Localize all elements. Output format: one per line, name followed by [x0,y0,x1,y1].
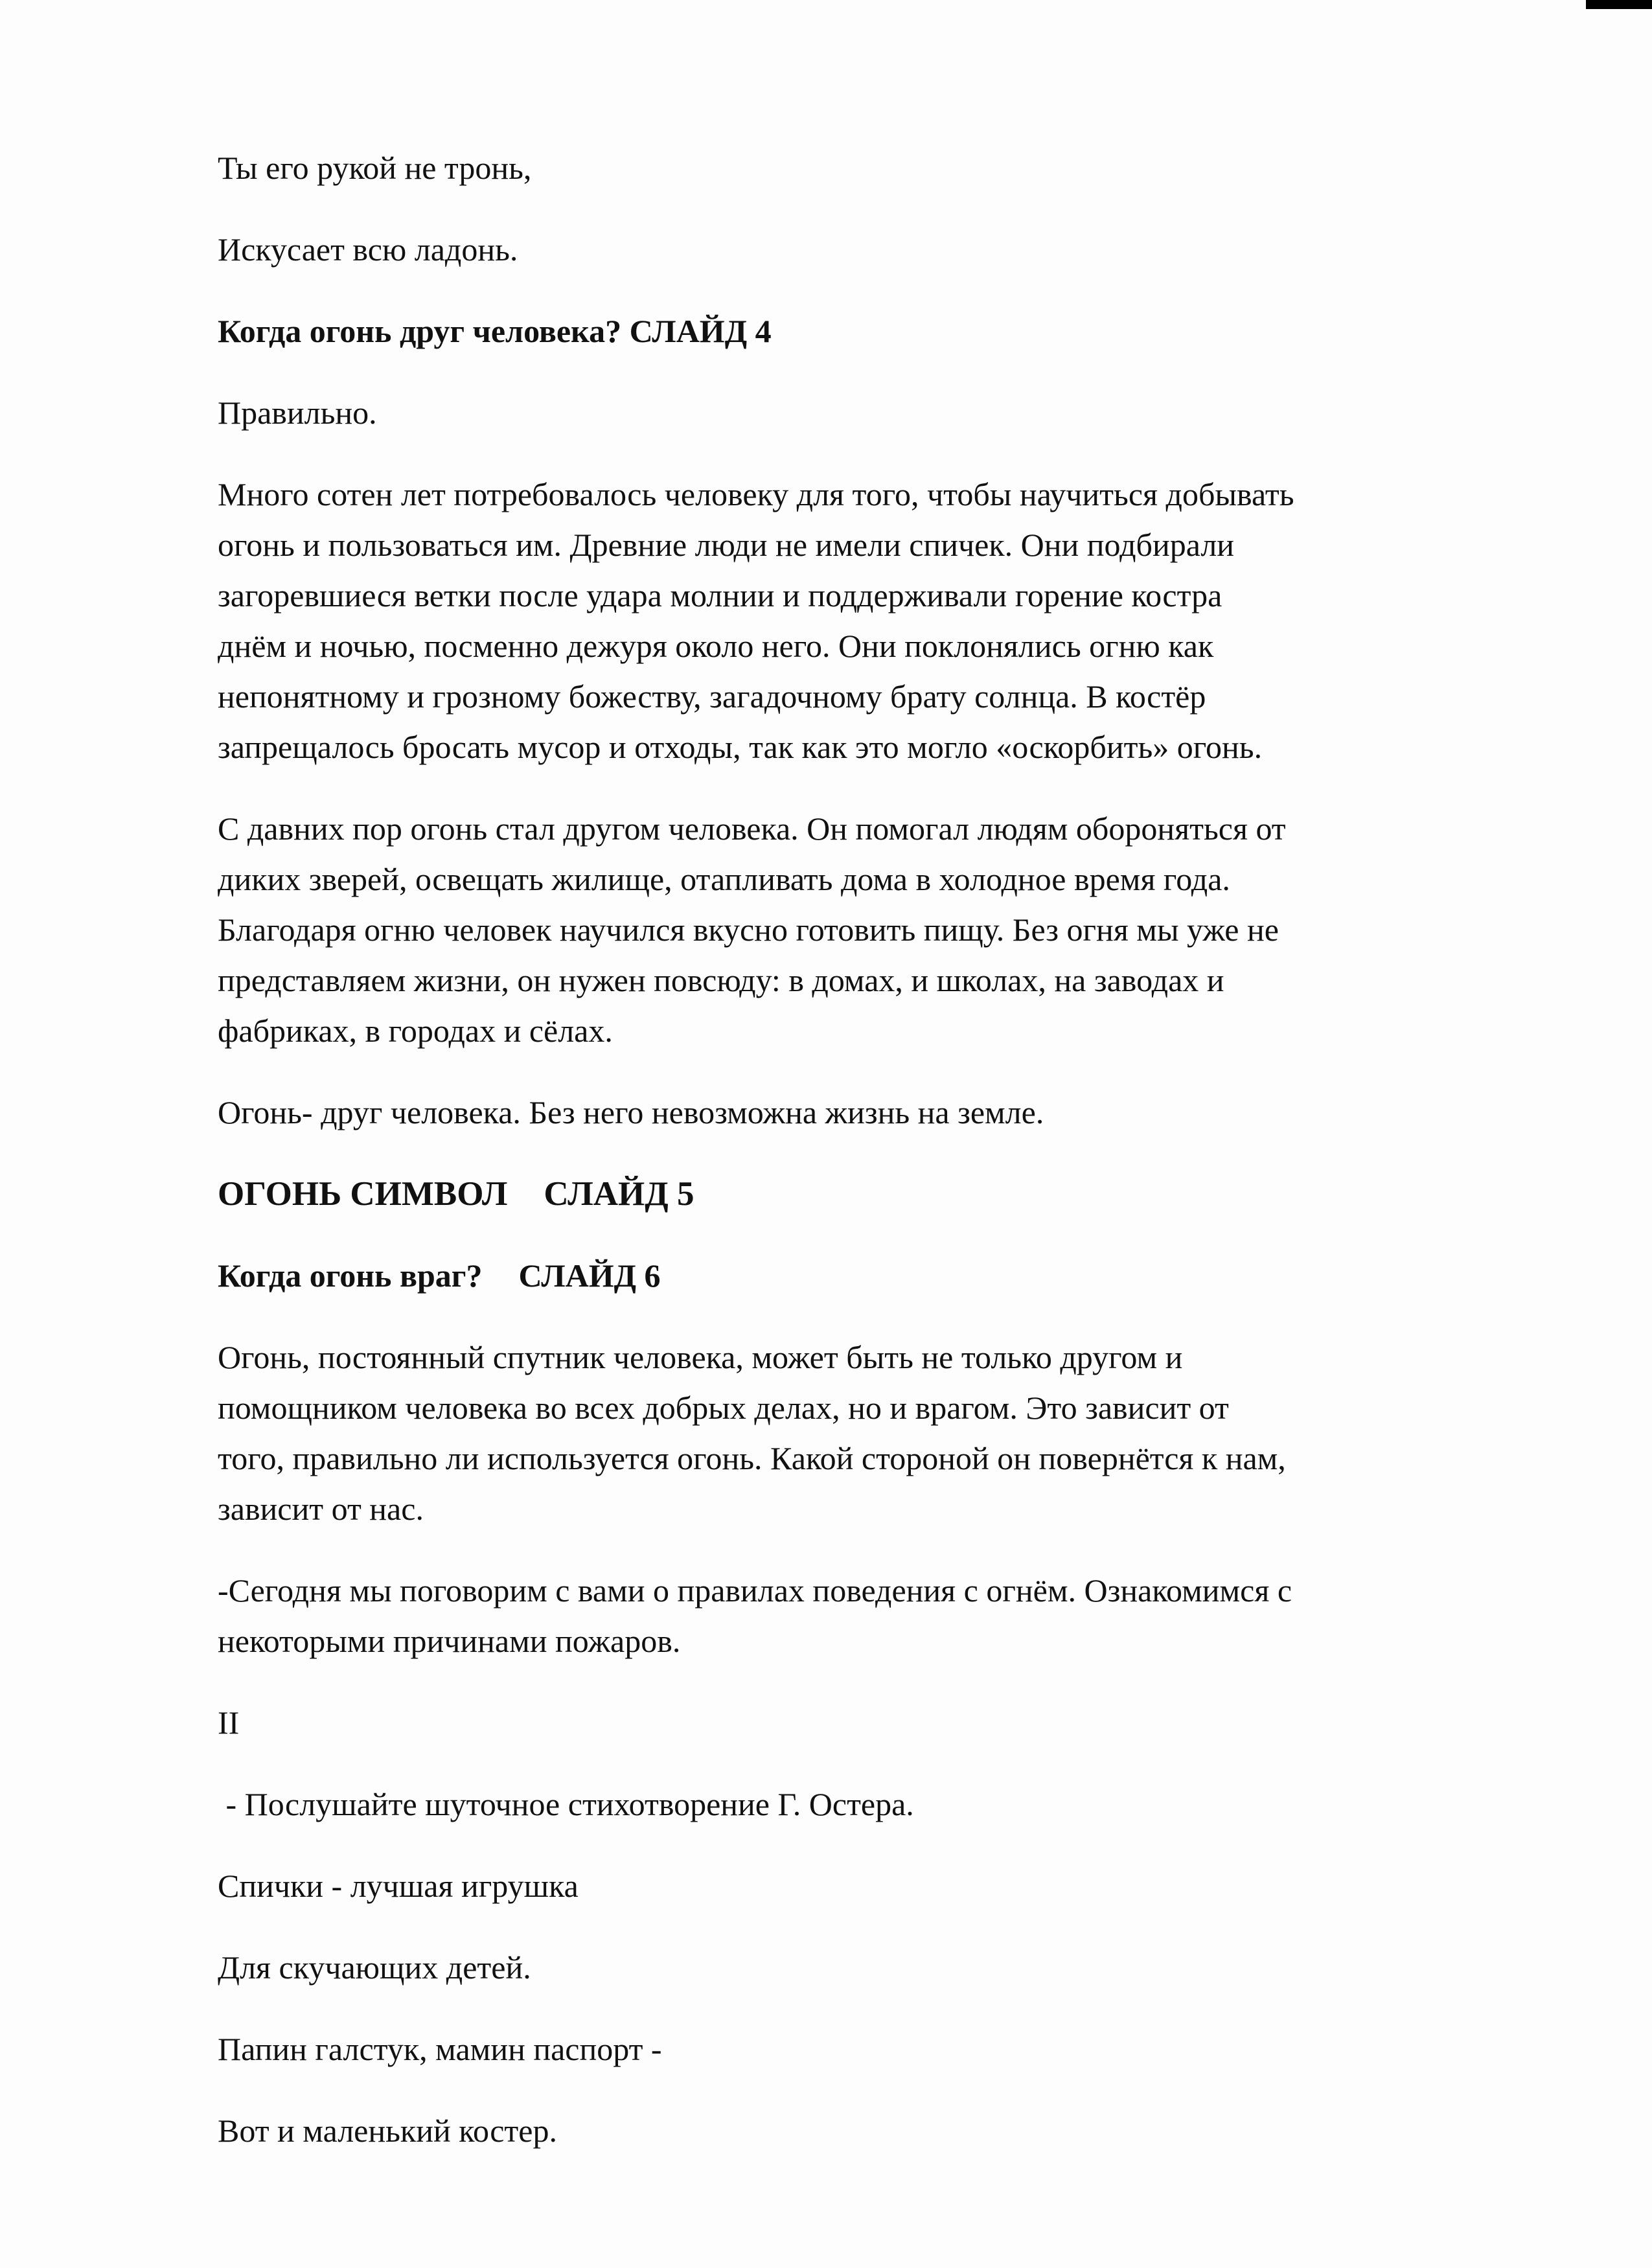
section-number: II [218,1704,240,1741]
paragraph-line: Благодаря огню человек научился вкусно готовить пищу. Без огня мы уже не [218,911,1279,948]
paragraph-line: некоторыми причинами пожаров. [218,1623,681,1659]
verse-line: Ты его рукой не тронь, [218,150,532,186]
verse-line: Искусает всю ладонь. [218,231,518,268]
section-heading: Когда огонь друг человека? СЛАЙД 4 [218,313,772,349]
paragraph-line: запрещалось бросать мусор и отходы, так как это могло «оскорбить» огонь. [218,729,1263,765]
heading-part: ОГОНЬ СИМВОЛ [218,1175,508,1213]
paragraph-line: огонь и пользоваться им. Древние люди не имели спичек. Они подбирали [218,527,1235,563]
paragraph-line: непонятному и грозному божеству, загадочному брату солнца. В костёр [218,678,1206,715]
text-line: Огонь- друг человека. Без него невозможна жизнь на земле. [218,1094,1044,1130]
verse-line: Вот и маленький костер. [218,2113,557,2149]
paragraph-line: -Сегодня мы поговорим с вами о правилах поведения с огнём. Ознакомимся с [218,1572,1292,1609]
heading-part: Когда огонь враг? [218,1257,483,1294]
paragraph-line: загоревшиеся ветки после удара молнии и поддерживали горение костра [218,577,1222,613]
paragraph-line: С давних пор огонь стал другом человека. Он помогал людям обороняться от [218,810,1286,847]
paragraph-line: Много сотен лет потребовалось человеку для того, чтобы научиться добывать [218,476,1294,512]
verse-line: Спички - лучшая игрушка [218,1868,579,1904]
section-heading [218,1250,1481,1301]
paragraph-line: того, правильно ли используется огонь. Какой стороной он повернётся к нам, [218,1440,1286,1476]
heading-slide: СЛАЙД 6 [518,1257,661,1294]
paragraph-line: Огонь, постоянный спутник человека, может быть не только другом и [218,1339,1183,1375]
paragraph-line: днём и ночью, посменно дежуря около него. Они поклонялись огню как [218,628,1214,664]
section-heading [218,1169,1481,1219]
document-body [218,143,1481,2156]
paragraph-line: представляем жизни, он нужен повсюду: в домах, и школах, на заводах и [218,962,1224,998]
text-line: - Послушайте шуточное стихотворение Г. Остера. [218,1786,914,1822]
verse-line: Папин галстук, мамин паспорт - [218,2031,662,2067]
text-line: Правильно. [218,395,377,431]
verse-line: Для скучающих детей. [218,1949,531,1986]
paragraph-line: зависит от нас. [218,1491,424,1527]
paragraph-line: помощником человека во всех добрых делах, но и врагом. Это зависит от [218,1390,1229,1426]
heading-slide: СЛАЙД 5 [544,1175,694,1213]
paragraph-line: фабриках, в городах и сёлах. [218,1013,613,1049]
corner-scan-mark [1586,0,1652,9]
paragraph-line: диких зверей, освещать жилище, отапливать дома в холодное время года. [218,861,1230,897]
